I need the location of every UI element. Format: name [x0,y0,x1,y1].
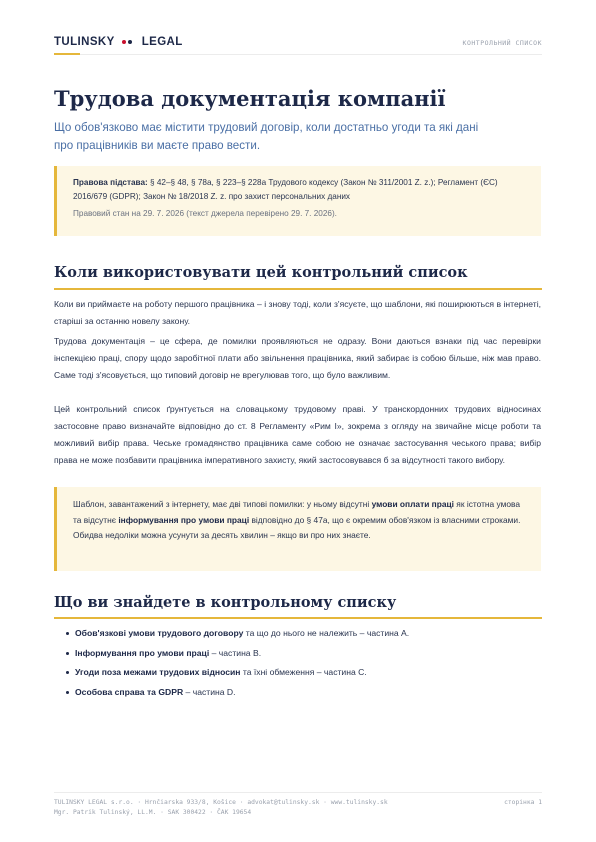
brand-name-left: TULINSKY [54,36,115,48]
note-text-3: відповідно до § 47a, що є окремим обов'язком із власними строками. Обидва недоліки можна усунути за десять хвилин – якщо ви про них знаєте. [73,514,521,540]
warning-note-box [54,487,541,571]
note-text-1: Шаблон, завантажений з інтернету, має дві типові помилки: у ньому відсутні [73,499,372,509]
bullet-icon [66,652,69,655]
brand-dots-icon [122,35,134,47]
footer-company-line: TULINSKY LEGAL s.r.o. · Hrnčiarska 933/8, Košice · advokat@tulinsky.sk · www.tulinsky.sk [54,799,388,806]
note-bold-1: умови оплати праці [371,499,454,509]
page-footer [54,798,542,817]
section1-heading: Коли використовувати цей контрольний список [54,264,468,281]
list-item [54,624,541,644]
bullet-icon [66,691,69,694]
section1-paragraph-2: Трудова документація – це сфера, де помилки проявляються не одразу. Вони даються взнаки під час перевірки інспекцією праці, спору щодо заробітної плати або звільнення працівника, який забирає із собою більше, ніж мав право. Саме тоді з'ясовується, що типовий договір не врегулював того, що було важливим. [54,336,541,380]
page-header [54,36,542,56]
brand-name-right: LEGAL [141,36,183,48]
list-item [54,644,541,664]
section-label: КОНТРОЛЬНИЙ СПИСОК [462,39,542,47]
section1-rule [54,288,542,290]
brand-logo [54,36,183,48]
list-item-text: – частина B. [209,647,262,658]
legal-basis-box [54,166,541,236]
list-item-text: та що до нього не належить – частина A. [243,628,410,638]
page-subtitle: Що обов'язково має містити трудовий договір, коли достатньо угоди та які дані про працівників ви маєте право вести. [54,121,479,152]
footer-divider [54,792,542,793]
bullet-icon [66,671,69,674]
section2-heading: Що ви знайдете в контрольному списку [54,594,397,611]
list-item-bold: Обов'язкові умови трудового договору [75,628,244,638]
list-item [54,683,541,703]
contents-list [54,624,541,702]
note-bold-2: інформування про умови праці [118,514,250,525]
legal-state: Правовий стан на 29. 7. 2026 (текст джерела перевірено 29. 7. 2026). [73,209,337,218]
legal-basis-label: Правова підстава: [73,178,148,187]
note-text-2: як істотна умова та відсутнє [73,499,521,525]
section2-rule [54,617,542,619]
header-accent-bar [54,53,80,55]
page-title: Трудова документація компанії [54,86,446,111]
list-item-bold: Інформування про умови праці [75,647,210,658]
page-number: сторінка 1 [504,799,542,806]
brand-dot-navy [128,40,132,44]
list-item [54,663,541,683]
bullet-icon [66,632,69,635]
legal-basis-text [73,176,525,204]
legal-basis-citations: § 42–§ 48, § 78a, § 223–§ 228a Трудового кодексу (Закон № 311/2001 Z. z.); Регламент (ЄС) 2016/679 (GDPR); Закон № 18/2018 Z. z. про захист персональних даних [73,178,498,201]
list-item-bold: Особова справа та GDPR [75,686,184,697]
section1-paragraph-3: Цей контрольний список ґрунтується на словацькому трудовому праві. У транскордонних трудових відносинах застосовне право визначайте відповідно до ст. 8 Регламенту «Рим І», зокрема з огляду на звичайне місце роботи та можливий вибір права. Чеське громадянство працівника саме собою не означає застосування чеського права; вибір права не може позбавити працівника імперативного захисту, який застосовувався б за відсутності такого вибору. [54,404,541,465]
list-item-text: – частина D. [183,686,236,697]
list-item-text: та їхні обмеження – частина C. [240,667,367,677]
section1-paragraph-1: Коли ви приймаєте на роботу першого працівника – і знову тоді, коли з'ясуєте, що шаблони, які поширюються в інтернеті, старіші за останню новелу закону. [54,299,541,326]
footer-attorney-line: Mgr. Patrik Tulinský, LL.M. · SAK 300422 · ČAK 19654 [54,808,252,816]
list-item-bold: Угоди поза межами трудових відносин [75,667,241,677]
brand-dot-red [122,40,126,44]
header-divider [54,54,542,55]
